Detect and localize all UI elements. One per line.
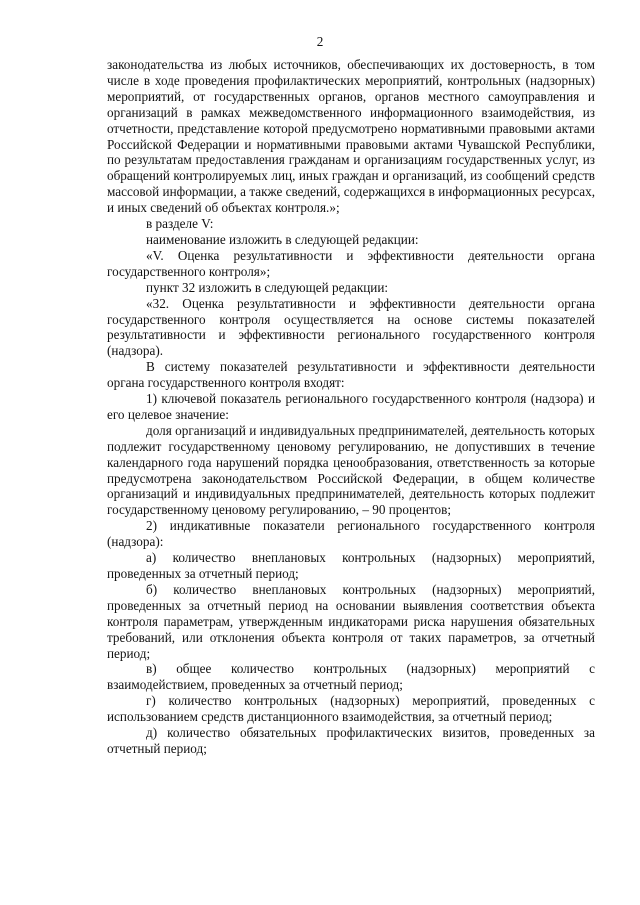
paragraph-9: доля организаций и индивидуальных предпринимателей, деятельность которых подлежит государственному ценовому регулированию, не допустивших в течение календарного года нарушений порядка ценообразования, ответственность за которые предусмотрена законодательством Российской Федерации, в общем количестве организаций и индивидуальных предпринимателей, деятельность которых подлежит государственному ценовому регулированию, – 90 процентов; xyxy=(107,422,595,518)
paragraph-5: пункт 32 изложить в следующей редакции: xyxy=(146,279,389,295)
paragraph-7: В систему показателей результативности и эффективности деятельности органа государственного контроля входят: xyxy=(107,359,595,391)
page-number: 2 xyxy=(316,34,324,49)
paragraph-4: «V. Оценка результативности и эффективности деятельности органа государственного контроля»; xyxy=(107,247,595,279)
paragraph-11: а) количество внеплановых контрольных (надзорных) мероприятий, проведенных за отчетный период; xyxy=(107,550,595,581)
paragraph-12: б) количество внеплановых контрольных (надзорных) мероприятий, проведенных за отчетный период на основании выявления соответствия объекта контроля параметрам, утвержденным индикаторами риска нарушения обязательных требований, или отклонения объекта контроля от таких параметров, за отчетный период; xyxy=(107,581,595,661)
paragraph-10: 2) индикативные показатели регионального государственного контроля (надзора): xyxy=(107,518,595,550)
document-body xyxy=(107,57,595,757)
paragraph-3: наименование изложить в следующей редакции: xyxy=(146,231,419,247)
paragraph-14: г) количество контрольных (надзорных) мероприятий, проведенных с использованием средств дистанционного взаимодействия, за отчетный период; xyxy=(107,693,595,725)
paragraph-13: в) общее количество контрольных (надзорных) мероприятий с взаимодействием, проведенных за отчетный период; xyxy=(107,661,595,693)
paragraph-8: 1) ключевой показатель регионального государственного контроля (надзора) и его целевое значение: xyxy=(107,391,595,422)
paragraph-15: д) количество обязательных профилактических визитов, проведенных за отчетный период; xyxy=(107,725,595,756)
paragraph-2: в разделе V: xyxy=(146,216,214,232)
paragraph-1: законодательства из любых источников, обеспечивающих их достоверность, в том числе в ходе проведения профилактических мероприятий, контрольных (надзорных) мероприятий, от государственных органов, органов местного самоуправления и организаций в рамках межведомственного информационного взаимодействия, из отчетности, представление которой предусмотрено нормативными правовыми актами Российской Федерации и нормативными правовыми актами Чувашской Республики, по результатам предоставления гражданам и организациям государственных услуг, из обращений контролируемых лиц, иных граждан и организаций, из сообщений средств массовой информации, а также сведений, содержащихся в информационных ресурсах, и иных сведений об объектах контроля.»; xyxy=(107,57,595,216)
paragraph-6: «32. Оценка результативности и эффективности деятельности органа государственного контроля осуществляется на основе системы показателей результативности и эффективности регионального государственного контроля (надзора). xyxy=(107,295,595,359)
